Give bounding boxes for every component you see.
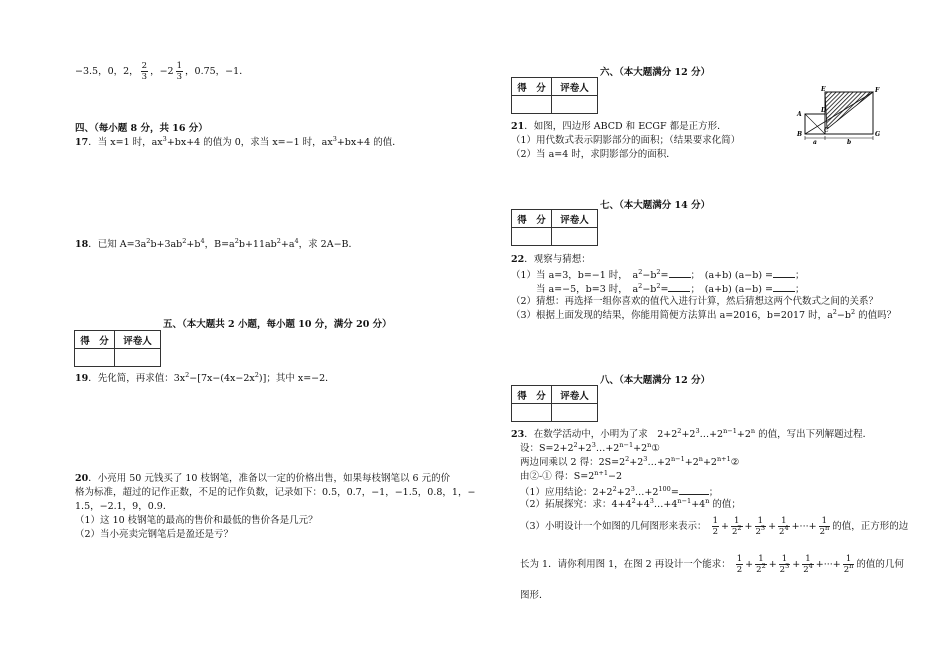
question-23-line6: （2）拓展探究：求：$4+4^2+4^3\dots+4^{n-1}+4^n$ 的值； (520, 497, 741, 510)
question-20-sub2: （2）当小亮卖完钢笔后是盈还是亏？ (75, 529, 234, 540)
squares-figure (795, 86, 885, 146)
question-20-sub1: （1）这 10 枝钢笔的最高的售价和最低的售价各是几元？ (75, 515, 318, 526)
grader-header: 评卷人 (552, 386, 598, 404)
question-23-line5: （1）应用结论：$2+2^2+2^3\dots+2^{100}=$ ； (520, 485, 719, 498)
answer-blank[interactable] (773, 282, 795, 292)
section-4-heading: 四、（每小题 8 分，共 16 分） (75, 123, 208, 134)
answer-blank[interactable] (669, 268, 691, 278)
question-21: 21．如图，四边形 ABCD 和 ECGF 都是正方形． (511, 121, 727, 132)
question-23-line4: 由②-① 得：$S=2^{n+1}-2$ (520, 469, 623, 482)
score-cell[interactable] (512, 96, 552, 114)
question-number: 20 (75, 473, 89, 484)
question-20-line2: 格为标准，超过的记作正数，不足的记作负数，记录如下：0.5，0.7，−1，−1.5，0.8，1，− (75, 487, 476, 498)
score-cell[interactable] (512, 404, 552, 422)
question-23: 23．在数学活动中，小明为了求 $2+2^2+2^3\dots+2^{n-1}+2^n$ 的值，写出下列解题过程． (511, 427, 873, 440)
question-21-sub2: （2）当 a=4 时，求阴影部分的面积． (511, 149, 676, 160)
question-number: 19 (75, 373, 89, 384)
numbers-part-a: −3.5，0，2， (75, 66, 139, 77)
answer-blank[interactable] (668, 282, 690, 292)
score-header: 得 分 (512, 210, 552, 228)
question-20: 20．小亮用 50 元钱买了 10 枝钢笔，准备以一定的价格出售，如果每枝钢笔以 6 元的价 (75, 473, 451, 484)
section-5-heading: 五、（本大题共 2 小题，每小题 10 分，满分 20 分） (163, 319, 392, 330)
label-c: C (824, 127, 829, 134)
question-number: 22 (511, 254, 525, 265)
fraction-two-thirds: $\frac{2}{3}$ (141, 61, 148, 82)
question-23-line2: 设：$S=2+2^2+2^3\dots+2^{n-1}+2^n①$ (520, 441, 660, 454)
score-table-left (74, 330, 161, 367)
score-header: 得 分 (512, 78, 552, 96)
score-header: 得 分 (75, 331, 115, 349)
numbers-part-b: ，−2 (150, 66, 174, 77)
shaded-region (825, 92, 873, 129)
question-number: 18 (75, 239, 89, 250)
grader-header: 评卷人 (115, 331, 161, 349)
section-6-heading: 六、（本大题满分 12 分） (600, 67, 711, 78)
score-cell[interactable] (75, 349, 115, 367)
question-23-line7: （3）小明设计一个如图的几何图形来表示： $\frac{1}{2}$ + $\frac{1}{2^2}$ + $\frac{1}{2^3}$ + $\frac{1}{2^4}$ +···+ $\frac{1}{2^n}$ 的值，正方形的边 (520, 516, 909, 537)
question-22: 22．观察与猜想： (511, 254, 591, 265)
score-table-6 (511, 77, 598, 114)
section-7-heading: 七、（本大题满分 14 分） (600, 200, 711, 211)
grader-cell[interactable] (552, 228, 598, 246)
grader-header: 评卷人 (552, 210, 598, 228)
question-22-sub1-second: 当 a=−5，b=3 时， $a^2-b^2=$ ； (a+b) (a−b) = ； (536, 282, 805, 295)
score-table-8 (511, 385, 598, 422)
answer-blank[interactable] (679, 485, 709, 495)
question-number: 23 (511, 429, 525, 440)
question-number: 17 (75, 137, 89, 148)
grader-cell[interactable] (552, 404, 598, 422)
numbers-part-c: ，0.75，−1． (185, 66, 249, 77)
label-b-length: b (847, 139, 852, 146)
question-22-sub1: （1）当 a=3，b=−1 时， $a^2-b^2=$ ； (a+b) (a−b) = ； (511, 268, 805, 281)
number-list (75, 61, 249, 82)
score-table-7 (511, 209, 598, 246)
label-b: B (797, 131, 803, 138)
score-header: 得 分 (512, 386, 552, 404)
label-f: F (875, 87, 880, 94)
question-23-line3: 两边同乘以 2 得：$2S=2^2+2^3\dots+2^{n-1}+2^n+2^{n+1}②$ (520, 455, 740, 468)
grader-cell[interactable] (552, 96, 598, 114)
question-number: 21 (511, 121, 525, 132)
question-22-sub2: （2）猜想：再选择一组你喜欢的值代入进行计算，然后猜想这两个代数式之间的关系？ (511, 296, 879, 307)
question-19: 19．先化简，再求值：$3x^2-[7x-(4x-2x^2)]$；其中 x=−2． (75, 371, 335, 384)
answer-blank[interactable] (773, 268, 795, 278)
question-18: 18．已知 $A=3a^2b+3ab^2+b^4$，$B=a^2b+11ab^2+a^4$，求 2A−B． (75, 237, 359, 250)
fraction-one-third: $\frac{1}{3}$ (176, 61, 183, 82)
label-e: E (821, 86, 826, 93)
question-23-line8: 长为 1．请你利用图 1，在图 2 再设计一个能求： $\frac{1}{2}$ + $\frac{1}{2^2}$ + $\frac{1}{2^3}$ + $\frac{1}{2^4}$ +···+ $\frac{1}{2^n}$ 的值的几何 (520, 554, 904, 575)
label-g: G (875, 131, 881, 138)
question-17: 17．当 x=1 时，$ax^3+bx+4$ 的值为 0，求当 x=−1 时，$ax^3+bx+4$ 的值． (75, 135, 402, 148)
label-d: D (821, 107, 827, 114)
question-22-sub3: （3）根据上面发现的结果，你能用简便方法算出 a=2016，b=2017 时，$a^2-b^2$ 的值吗？ (511, 308, 897, 321)
question-21-sub1: （1）用代数式表示阴影部分的面积；（结果要求化简） (511, 135, 741, 146)
grader-header: 评卷人 (552, 78, 598, 96)
label-a-length: a (813, 139, 817, 146)
section-8-heading: 八、（本大题满分 12 分） (600, 375, 711, 386)
question-20-line3: 1.5，−2.1，9，0.9． (75, 501, 173, 512)
score-cell[interactable] (512, 228, 552, 246)
question-23-line9: 图形． (520, 590, 549, 601)
label-a: A (797, 111, 802, 118)
grader-cell[interactable] (115, 349, 161, 367)
